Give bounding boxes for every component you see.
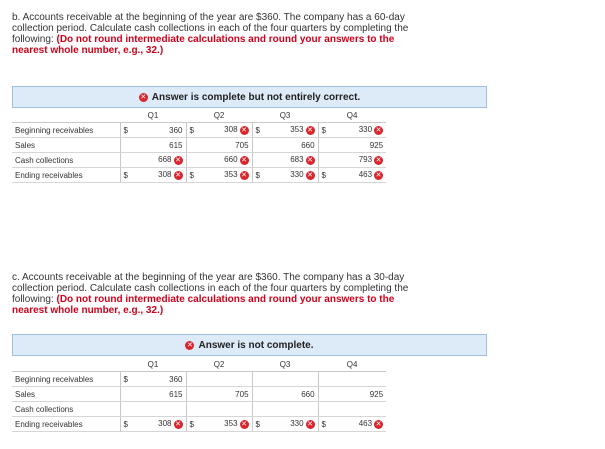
dollar-sign xyxy=(318,402,332,417)
answer-value: 615 xyxy=(169,140,183,150)
part-c-table-body xyxy=(12,372,386,432)
dollar-sign xyxy=(252,372,266,387)
dollar-sign xyxy=(186,153,200,168)
answer-input-cell[interactable] xyxy=(332,387,386,402)
part-b-question xyxy=(12,12,432,56)
dollar-sign: $ xyxy=(318,168,332,183)
table-header-row xyxy=(12,357,386,372)
dollar-sign xyxy=(186,138,200,153)
answer-value: 330 xyxy=(290,419,304,429)
answer-input-cell[interactable] xyxy=(200,138,252,153)
answer-input-cell[interactable] xyxy=(266,153,318,168)
row-label: Sales xyxy=(12,387,120,402)
x-circle-icon: ✕ xyxy=(140,92,147,101)
dollar-sign xyxy=(120,387,134,402)
dollar-sign: $ xyxy=(186,417,200,432)
answer-input-cell[interactable] xyxy=(200,417,252,432)
answer-value: 360 xyxy=(169,374,183,384)
header-q1: Q1 xyxy=(120,357,186,372)
answer-input-cell[interactable] xyxy=(332,153,386,168)
answer-input-cell[interactable] xyxy=(332,123,386,138)
answer-value: 463 xyxy=(358,419,373,429)
answer-value: 330 xyxy=(358,125,373,135)
dollar-sign xyxy=(252,153,266,168)
answer-value: 668 xyxy=(158,155,172,165)
answer-value: 683 xyxy=(290,155,304,165)
answer-input-cell[interactable] xyxy=(266,402,318,417)
part-b-answer-banner xyxy=(12,86,487,108)
answer-input-cell[interactable] xyxy=(266,372,318,387)
part-b-question-main: b. Accounts receivable at the beginning of the year are $360. The company has a 60-day collection period. Calculate cash collections in each of the four quarters by completing the following: xyxy=(12,12,409,45)
x-circle-icon: ✕ xyxy=(175,155,181,164)
dollar-sign xyxy=(318,153,332,168)
header-q3: Q3 xyxy=(252,357,318,372)
row-label: Beginning receivables xyxy=(12,372,120,387)
dollar-sign xyxy=(252,402,266,417)
header-q2: Q2 xyxy=(186,108,252,123)
part-b-question-note: (Do not round intermediate calculations and round your answers to the nearest whole number, e.g., 32.) xyxy=(12,34,395,56)
answer-input-cell[interactable] xyxy=(134,402,186,417)
answer-input-cell[interactable] xyxy=(134,372,186,387)
answer-input-cell[interactable] xyxy=(266,138,318,153)
table-row xyxy=(12,387,386,402)
row-label: Cash collections xyxy=(12,153,120,168)
dollar-sign: $ xyxy=(318,123,332,138)
answer-input-cell[interactable] xyxy=(200,372,252,387)
answer-value: 353 xyxy=(290,125,304,135)
answer-input-cell[interactable] xyxy=(200,168,252,183)
dollar-sign xyxy=(186,402,200,417)
answer-input-cell[interactable] xyxy=(266,387,318,402)
table-header-row xyxy=(12,108,386,123)
dollar-sign: $ xyxy=(318,417,332,432)
part-c-question-main: c. Accounts receivable at the beginning of the year are $360. The company has a 30-day collection period. Calculate cash collections in each of the four quarters by completing the following: xyxy=(12,272,409,305)
dollar-sign: $ xyxy=(186,168,200,183)
part-c-answer-banner xyxy=(12,334,487,356)
dollar-sign: $ xyxy=(120,372,134,387)
row-label: Sales xyxy=(12,138,120,153)
row-label: Cash collections xyxy=(12,402,120,417)
dollar-sign xyxy=(318,372,332,387)
answer-value: 925 xyxy=(369,140,384,150)
answer-value: 308 xyxy=(158,170,172,180)
answer-value: 308 xyxy=(158,419,172,429)
answer-value: 308 xyxy=(224,125,238,135)
dollar-sign xyxy=(252,138,266,153)
answer-input-cell[interactable] xyxy=(134,168,186,183)
answer-input-cell[interactable] xyxy=(332,168,386,183)
answer-input-cell[interactable] xyxy=(266,417,318,432)
dollar-sign xyxy=(318,138,332,153)
part-c-question xyxy=(12,272,432,316)
x-circle-icon: ✕ xyxy=(241,419,247,428)
answer-value: 660 xyxy=(301,140,315,150)
part-b-table-body xyxy=(12,123,386,183)
answer-input-cell[interactable] xyxy=(134,123,186,138)
dollar-sign: $ xyxy=(186,123,200,138)
x-circle-icon: ✕ xyxy=(375,125,382,134)
table-row xyxy=(12,168,386,183)
answer-input-cell[interactable] xyxy=(200,402,252,417)
dollar-sign xyxy=(318,387,332,402)
x-circle-icon: ✕ xyxy=(307,125,313,134)
table-row xyxy=(12,402,386,417)
dollar-sign: $ xyxy=(120,417,134,432)
answer-value: 615 xyxy=(169,389,183,399)
answer-input-cell[interactable] xyxy=(134,387,186,402)
answer-input-cell[interactable] xyxy=(332,402,386,417)
dollar-sign xyxy=(120,138,134,153)
part-c-banner-text: Answer is not complete. xyxy=(198,339,314,351)
dollar-sign: $ xyxy=(252,417,266,432)
table-row xyxy=(12,153,386,168)
answer-value: 705 xyxy=(235,140,249,150)
dollar-sign: $ xyxy=(252,168,266,183)
answer-value: 353 xyxy=(224,170,238,180)
answer-value: 330 xyxy=(290,170,304,180)
dollar-sign: $ xyxy=(252,123,266,138)
x-circle-icon: ✕ xyxy=(175,419,181,428)
answer-input-cell[interactable] xyxy=(266,123,318,138)
x-circle-icon: ✕ xyxy=(175,170,181,179)
x-circle-icon: ✕ xyxy=(307,170,313,179)
row-label: Ending receivables xyxy=(12,168,120,183)
dollar-sign xyxy=(120,153,134,168)
header-q4: Q4 xyxy=(318,357,386,372)
answer-value: 463 xyxy=(358,170,373,180)
answer-input-cell[interactable] xyxy=(200,123,252,138)
row-label: Ending receivables xyxy=(12,417,120,432)
header-q3: Q3 xyxy=(252,108,318,123)
part-c-question-note: (Do not round intermediate calculations and round your answers to the nearest whole number, e.g., 32.) xyxy=(12,294,395,316)
x-circle-icon: ✕ xyxy=(241,155,247,164)
answer-value: 705 xyxy=(235,389,249,399)
answer-input-cell[interactable] xyxy=(200,387,252,402)
part-c-answer-table xyxy=(12,357,386,432)
answer-input-cell[interactable] xyxy=(332,138,386,153)
table-row xyxy=(12,123,386,138)
part-b-banner-text: Answer is complete but not entirely correct. xyxy=(151,91,361,103)
dollar-sign: $ xyxy=(120,168,134,183)
answer-value: 353 xyxy=(224,419,238,429)
x-circle-icon: ✕ xyxy=(375,155,382,164)
x-circle-icon: ✕ xyxy=(307,155,313,164)
dollar-sign: $ xyxy=(120,123,134,138)
table-row xyxy=(12,417,386,432)
answer-input-cell[interactable] xyxy=(200,153,252,168)
x-circle-icon: ✕ xyxy=(375,170,382,179)
table-row xyxy=(12,372,386,387)
dollar-sign xyxy=(186,387,200,402)
answer-value: 660 xyxy=(224,155,238,165)
x-circle-icon: ✕ xyxy=(241,125,247,134)
x-circle-icon: ✕ xyxy=(307,419,313,428)
table-row xyxy=(12,138,386,153)
answer-input-cell[interactable] xyxy=(134,138,186,153)
row-label: Beginning receivables xyxy=(12,123,120,138)
answer-input-cell[interactable] xyxy=(266,168,318,183)
answer-value: 360 xyxy=(169,125,183,135)
dollar-sign xyxy=(186,372,200,387)
answer-input-cell[interactable] xyxy=(332,417,386,432)
answer-value: 925 xyxy=(369,389,384,399)
answer-input-cell[interactable] xyxy=(332,372,386,387)
x-circle-icon: ✕ xyxy=(375,419,382,428)
dollar-sign xyxy=(120,402,134,417)
header-q2: Q2 xyxy=(186,357,252,372)
part-b-answer-table xyxy=(12,108,386,183)
answer-value: 660 xyxy=(301,389,315,399)
x-circle-icon: ✕ xyxy=(241,170,247,179)
x-circle-icon: ✕ xyxy=(187,340,193,349)
answer-input-cell[interactable] xyxy=(134,417,186,432)
header-q4: Q4 xyxy=(318,108,386,123)
header-q1: Q1 xyxy=(120,108,186,123)
answer-input-cell[interactable] xyxy=(134,153,186,168)
dollar-sign xyxy=(252,387,266,402)
answer-value: 793 xyxy=(358,155,373,165)
